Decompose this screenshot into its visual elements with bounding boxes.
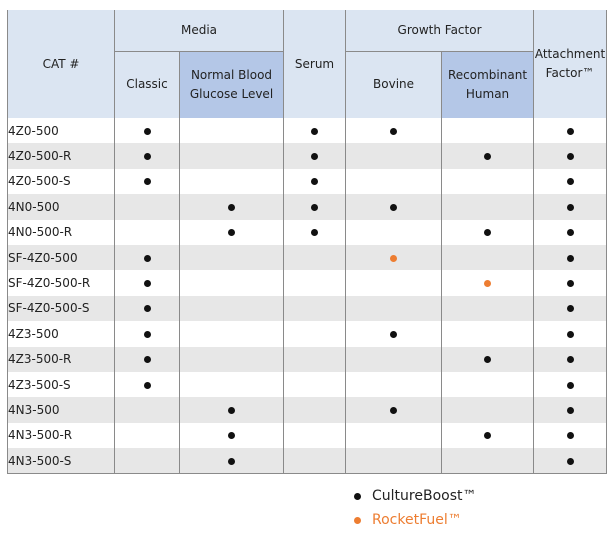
normal-cell xyxy=(180,321,284,346)
serum-cell xyxy=(284,118,346,143)
cultureboost-dot-icon xyxy=(567,280,574,287)
cultureboost-dot-icon xyxy=(144,128,151,135)
normal-cell xyxy=(180,194,284,219)
cat-number-cell: 4Z0-500 xyxy=(8,118,115,143)
cat-number-cell: SF-4Z0-500-S xyxy=(8,296,115,321)
attach-cell xyxy=(534,347,607,372)
cultureboost-dot-icon xyxy=(390,128,397,135)
serum-cell xyxy=(284,296,346,321)
bovine-cell xyxy=(346,372,442,397)
table-row xyxy=(8,169,607,194)
serum-cell xyxy=(284,270,346,295)
classic-cell xyxy=(115,423,180,448)
classic-cell xyxy=(115,245,180,270)
classic-cell xyxy=(115,220,180,245)
bovine-cell xyxy=(346,118,442,143)
recomb-cell xyxy=(442,397,534,422)
attach-cell xyxy=(534,220,607,245)
normal-cell xyxy=(180,347,284,372)
recomb-cell xyxy=(442,169,534,194)
cultureboost-dot-icon xyxy=(144,305,151,312)
cultureboost-dot-icon xyxy=(567,229,574,236)
bovine-cell xyxy=(346,194,442,219)
normal-cell xyxy=(180,423,284,448)
classic-cell xyxy=(115,448,180,474)
normal-cell xyxy=(180,143,284,168)
cultureboost-dot-icon xyxy=(228,432,235,439)
bovine-cell xyxy=(346,347,442,372)
classic-cell xyxy=(115,143,180,168)
cat-number-cell: 4Z0-500-R xyxy=(8,143,115,168)
attach-cell xyxy=(534,118,607,143)
table-row xyxy=(8,143,607,168)
classic-cell xyxy=(115,372,180,397)
table-row xyxy=(8,347,607,372)
cultureboost-dot-icon xyxy=(144,280,151,287)
bovine-cell xyxy=(346,397,442,422)
recomb-cell xyxy=(442,270,534,295)
recomb-cell xyxy=(442,321,534,346)
recomb-cell xyxy=(442,194,534,219)
cat-number-cell: 4Z0-500-S xyxy=(8,169,115,194)
cultureboost-dot-icon xyxy=(567,255,574,262)
attach-cell xyxy=(534,321,607,346)
cultureboost-dot-icon xyxy=(144,331,151,338)
attach-cell xyxy=(534,169,607,194)
cultureboost-dot-icon xyxy=(567,382,574,389)
attach-cell xyxy=(534,296,607,321)
table-row xyxy=(8,423,607,448)
cultureboost-dot-icon xyxy=(144,382,151,389)
cultureboost-dot-icon xyxy=(567,331,574,338)
serum-cell xyxy=(284,423,346,448)
attach-cell xyxy=(534,143,607,168)
attach-cell xyxy=(534,448,607,474)
bovine-cell xyxy=(346,321,442,346)
cultureboost-dot-icon xyxy=(228,204,235,211)
cat-number-cell: 4N3-500-S xyxy=(8,448,115,474)
cultureboost-dot-icon xyxy=(484,229,491,236)
cultureboost-dot-icon xyxy=(567,356,574,363)
rocketfuel-dot-icon xyxy=(484,280,491,287)
cat-number-cell: 4Z3-500 xyxy=(8,321,115,346)
serum-cell xyxy=(284,220,346,245)
recomb-cell xyxy=(442,347,534,372)
cultureboost-dot-icon xyxy=(567,128,574,135)
cat-number-cell: SF-4Z0-500 xyxy=(8,245,115,270)
recomb-cell xyxy=(442,423,534,448)
cultureboost-dot-icon xyxy=(228,229,235,236)
cultureboost-dot-icon xyxy=(144,178,151,185)
bovine-cell xyxy=(346,245,442,270)
cat-number-cell: 4N0-500-R xyxy=(8,220,115,245)
bovine-cell xyxy=(346,423,442,448)
serum-cell xyxy=(284,169,346,194)
cultureboost-dot-icon xyxy=(228,407,235,414)
table-body xyxy=(8,118,607,474)
product-matrix-table xyxy=(7,10,607,474)
recomb-cell xyxy=(442,372,534,397)
cat-number-cell: 4Z3-500-S xyxy=(8,372,115,397)
header-media: Media xyxy=(115,10,284,51)
attach-cell xyxy=(534,397,607,422)
cultureboost-dot-icon xyxy=(567,178,574,185)
serum-cell xyxy=(284,194,346,219)
normal-cell xyxy=(180,270,284,295)
classic-cell xyxy=(115,347,180,372)
bovine-cell xyxy=(346,220,442,245)
cultureboost-dot-icon xyxy=(311,128,318,135)
attach-cell xyxy=(534,372,607,397)
serum-cell xyxy=(284,321,346,346)
cat-number-cell: 4N3-500 xyxy=(8,397,115,422)
cat-number-cell: 4Z3-500-R xyxy=(8,347,115,372)
normal-cell xyxy=(180,296,284,321)
cultureboost-dot-icon xyxy=(390,407,397,414)
rocketfuel-dot-icon xyxy=(354,517,361,524)
header-recombinant-human: Recombinant Human xyxy=(442,51,534,118)
table-row xyxy=(8,245,607,270)
cultureboost-dot-icon xyxy=(567,153,574,160)
header-growth-factor: Growth Factor xyxy=(346,10,534,51)
table-row xyxy=(8,270,607,295)
normal-cell xyxy=(180,118,284,143)
serum-cell xyxy=(284,143,346,168)
table-row xyxy=(8,372,607,397)
serum-cell xyxy=(284,372,346,397)
cultureboost-dot-icon xyxy=(144,255,151,262)
normal-cell xyxy=(180,245,284,270)
header-cat: CAT # xyxy=(8,10,115,118)
cultureboost-dot-icon xyxy=(567,305,574,312)
cultureboost-dot-icon xyxy=(144,356,151,363)
cultureboost-dot-icon xyxy=(144,153,151,160)
serum-cell xyxy=(284,245,346,270)
classic-cell xyxy=(115,169,180,194)
cultureboost-dot-icon xyxy=(354,493,361,500)
table-row xyxy=(8,118,607,143)
header-bovine: Bovine xyxy=(346,51,442,118)
cultureboost-dot-icon xyxy=(311,178,318,185)
legend-label: CultureBoost™ xyxy=(372,488,477,504)
serum-cell xyxy=(284,397,346,422)
cat-number-cell: SF-4Z0-500-R xyxy=(8,270,115,295)
attach-cell xyxy=(534,245,607,270)
bovine-cell xyxy=(346,296,442,321)
attach-cell xyxy=(534,270,607,295)
table-row xyxy=(8,448,607,474)
cultureboost-dot-icon xyxy=(390,331,397,338)
recomb-cell xyxy=(442,448,534,474)
classic-cell xyxy=(115,397,180,422)
cultureboost-dot-icon xyxy=(311,229,318,236)
legend xyxy=(354,484,476,532)
classic-cell xyxy=(115,118,180,143)
cat-number-cell: 4N3-500-R xyxy=(8,423,115,448)
cultureboost-dot-icon xyxy=(484,432,491,439)
legend-item-cultureboost xyxy=(354,484,476,508)
bovine-cell xyxy=(346,270,442,295)
header-attachment-factor: Attachment Factor™ xyxy=(534,10,607,118)
cultureboost-dot-icon xyxy=(311,204,318,211)
table-row xyxy=(8,397,607,422)
cultureboost-dot-icon xyxy=(567,204,574,211)
normal-cell xyxy=(180,220,284,245)
classic-cell xyxy=(115,321,180,346)
table-row xyxy=(8,321,607,346)
table-row xyxy=(8,296,607,321)
cultureboost-dot-icon xyxy=(484,153,491,160)
normal-cell xyxy=(180,448,284,474)
classic-cell xyxy=(115,296,180,321)
cultureboost-dot-icon xyxy=(228,458,235,465)
header-serum: Serum xyxy=(284,10,346,118)
classic-cell xyxy=(115,194,180,219)
cultureboost-dot-icon xyxy=(567,407,574,414)
serum-cell xyxy=(284,347,346,372)
legend-item-rocketfuel xyxy=(354,508,476,532)
bovine-cell xyxy=(346,448,442,474)
attach-cell xyxy=(534,194,607,219)
header-normal-blood-glucose: Normal Blood Glucose Level xyxy=(180,51,284,118)
cultureboost-dot-icon xyxy=(390,204,397,211)
classic-cell xyxy=(115,270,180,295)
recomb-cell xyxy=(442,118,534,143)
recomb-cell xyxy=(442,143,534,168)
attach-cell xyxy=(534,423,607,448)
recomb-cell xyxy=(442,245,534,270)
table-row xyxy=(8,194,607,219)
cat-number-cell: 4N0-500 xyxy=(8,194,115,219)
cultureboost-dot-icon xyxy=(567,432,574,439)
bovine-cell xyxy=(346,169,442,194)
table-row xyxy=(8,220,607,245)
normal-cell xyxy=(180,372,284,397)
header-classic: Classic xyxy=(115,51,180,118)
serum-cell xyxy=(284,448,346,474)
bovine-cell xyxy=(346,143,442,168)
cultureboost-dot-icon xyxy=(311,153,318,160)
recomb-cell xyxy=(442,220,534,245)
cultureboost-dot-icon xyxy=(484,356,491,363)
recomb-cell xyxy=(442,296,534,321)
normal-cell xyxy=(180,169,284,194)
normal-cell xyxy=(180,397,284,422)
cultureboost-dot-icon xyxy=(567,458,574,465)
rocketfuel-dot-icon xyxy=(390,255,397,262)
legend-label: RocketFuel™ xyxy=(372,512,462,528)
